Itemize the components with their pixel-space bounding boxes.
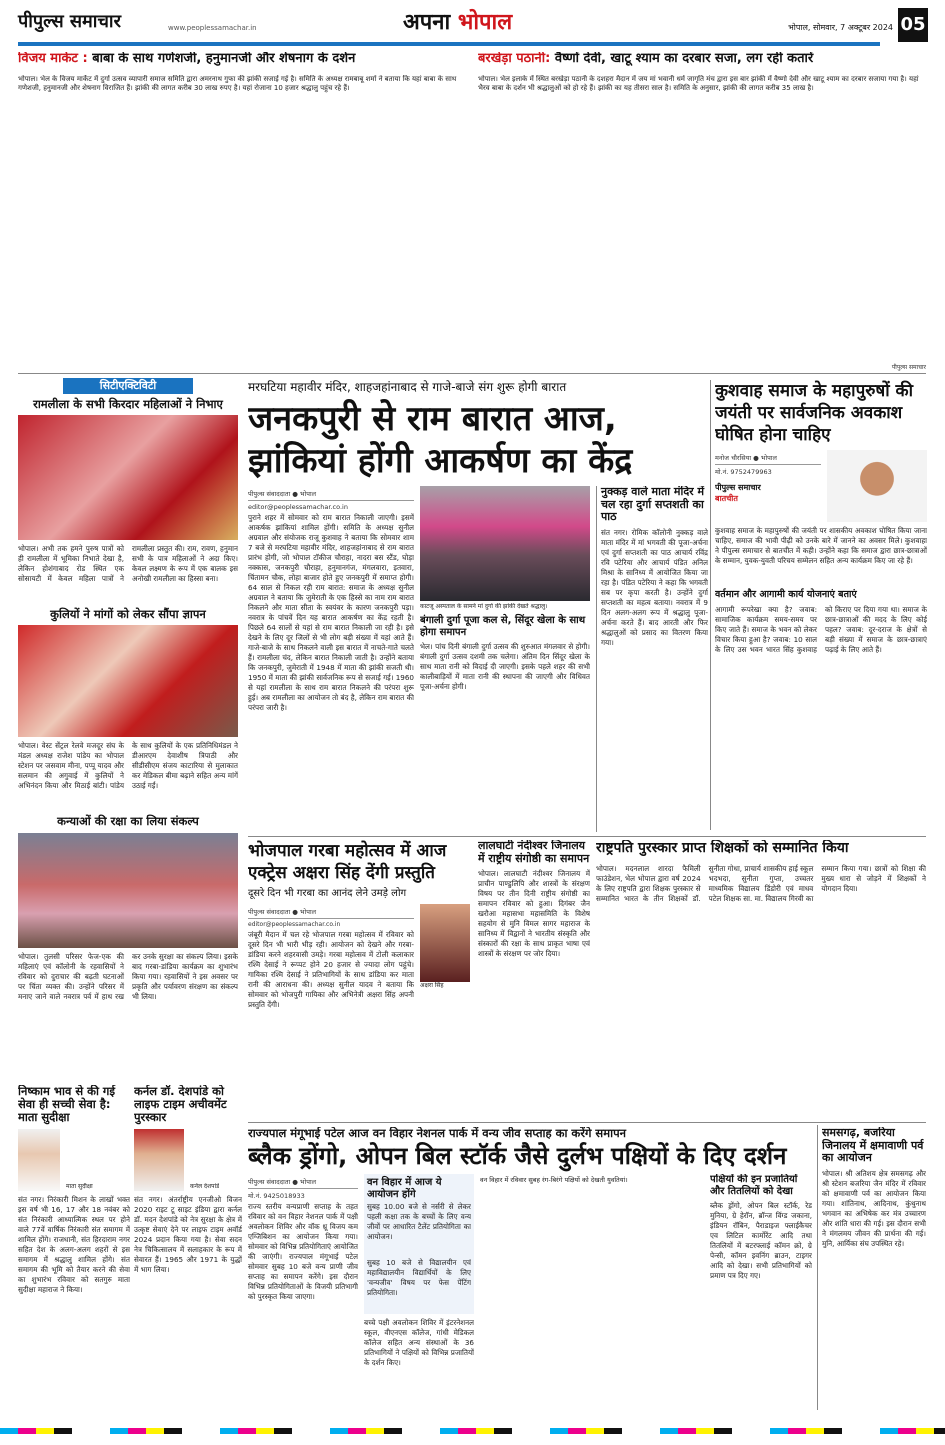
samasgarh-story: [822, 1127, 926, 1409]
section-title: [403, 10, 512, 35]
vijay-market-caption: भोपाल। भेल के विजय मार्केट में दुर्गा उत्सव व्यापारी समाज समिति द्वारा अमरनाथ गुफा की झांकी सजाई गई है। समिति के अध्यक्ष रामबाबू शर्मा ने बताया कि यहां बाबा के साथ गणेशजी, हनुमानजी और शेषनाग विराजित हैं। झांकी की लागत करीब 30 लाख रुपए है। यहां रोजाना 10 हजार श्रद्धालु पहुंच रहे हैं।: [18, 74, 457, 93]
colonel-photo: [134, 1129, 184, 1191]
kushwah-story: [715, 380, 927, 830]
sudiksha-label: माता सुदीक्षा: [66, 1182, 93, 1190]
main-photo-column: [420, 486, 590, 832]
bengali-headline: बंगाली दुर्गा पूजा कल से, सिंदूर खेला के साथ होगा समापन: [420, 615, 586, 638]
divider: [817, 1125, 818, 1410]
headline-kicker: बरखेड़ा पठानी:: [478, 52, 551, 66]
kanya-photo: [18, 833, 238, 948]
wildlife-kicker: राज्यपाल मंगूभाई पटेल आज वन विहार नेशनल पार्क में वन्य जीव सप्ताह का करेंगे समापन: [248, 1127, 626, 1140]
city-activity-badge: सिटीएक्टिविटी: [63, 378, 193, 394]
samasgarh-headline: समसगढ़, बजरिया जिनालय में क्षमावाणी पर्व का आयोजन: [822, 1127, 924, 1165]
species-body: ब्लैक ड्रोंगो, ओपन बिल स्टॉर्क, रेड मुनिया, ग्रे हेरॉन, ब्रॉन्ज विंग्ड जकाना, इंडियन रॉबिन, पैराडाइज फ्लाईकैचर एव लिटिल कार्मोरेंट आदि तथा तितलियों में बटरफ्लाई कॉमन क्रो, ग्रे पेन्सी, कॉमन इवनिंग ब्राउन, टाइगर आदि को देखा। सभी प्रतिभागियों को प्रमाण पत्र दिए गए।: [710, 1201, 812, 1281]
main-kicker: मरघटिया महावीर मंदिर, शाहजहांनाबाद से गाजे-बाजे संग शुरू होगी बारात: [248, 380, 567, 394]
events-box: [364, 1174, 474, 1314]
kushwah-portrait: [827, 450, 927, 522]
vanvihar-photo-column: [480, 1174, 704, 1409]
interview-badge-a: पीपुल्स समाचार: [715, 483, 761, 492]
left-column: [18, 378, 238, 1080]
ramleela-photo: [18, 415, 238, 540]
main-columns: [248, 486, 708, 832]
garba-text-column: [248, 904, 414, 1119]
garba-body: जंबूरी मैदान में चल रहे भोजपाल गरबा महोत्सव में रविवार को दूसरे दिन भी भारी भीड़ रही। आयोजन को देखने और गरबा-डांडिया करने शहरवासी उमड़े। गरबा महोत्सव में टोली कलाकार रश्मि देसाई ने रूप्पट होने 20 हजार से ज्यादा लोग पहुंचे। गायिका रश्मि देसाई ने प्रतिभागियों के साथ डांडिया कर माता रानी की आराधना की। अध्यक्ष सुनील यादव ने बताया कि सोमवार को भोजपुरी गायिका और अभिनेत्री अक्षरा सिंह अपनी प्रस्तुति देंगी।: [248, 929, 414, 1009]
header-rule: [18, 42, 880, 46]
rashtrapati-headline: राष्ट्रपति पुरस्कार प्राप्त शिक्षकों को सम्मानित किया: [596, 840, 849, 856]
species-headline: पक्षियों की इन प्रजातियों और तितलियों को देखा: [710, 1174, 798, 1197]
rashtrapati-story: [596, 840, 926, 1118]
divider: [710, 380, 711, 830]
kushwah-phone[interactable]: मो.नं. 9752479963: [715, 468, 772, 476]
sudiksha-photo-row: [18, 1129, 130, 1191]
garba-email[interactable]: editor@peoplessamachar.co.in: [248, 920, 341, 928]
nishkam-body: संत नगर। निरंकारी मिशन के लाखों भक्त इस वर्ष भी 16, 17 और 18 नवंबर को संत निरंकारी आध्यात्मिक स्थल पर होने वाले 77वें वार्षिक निरंकारी संत समागम में शामिल होंगे। राजधानी, संत हिरदाराम नगर सहित देश के अलग-अलग शहरों से इस समागम में श्रद्धालु शामिल होंगे। संत समागम की भूमि को तैयार करने की सेवा का शुभारंभ रविवार को सतगुरु माता सुदीक्षा महाराज ने किया।: [18, 1194, 130, 1294]
ramleela-body: भोपाल। अभी तक हमने पुरुष पात्रों को ही रामलीला में भूमिका निभाते देखा है, लेकिन होशंगाबाद रोड स्थित एक सोसायटी में केवल महिला पात्रों ने रामलीला प्रस्तुत की। राम, रावण, हनुमान सभी के पात्र महिलाओं ने अदा किए। केवल लक्ष्मण के रूप में एक बालक इस अनोखी रामलीला का हिस्सा बना।: [18, 544, 238, 584]
coolie-photo: [18, 625, 238, 737]
section-title-a: अपना: [403, 10, 451, 35]
samasgarh-body: भोपाल। श्री अतिशय क्षेत्र समसगढ़ और श्री स्टेशन बजरिया जैन मंदिर में रविवार को क्षमावाणी पर्व का आयोजन किया गया। शांतिनाथ, आदिनाथ, कुंथुनाथ भगवान का अभिषेक कर मंत्र उच्चारण और शांति धारा की गई। इस दौरान सभी ने मंगलमय जीवन की प्रार्थना की गई। मुनि, आर्यिका संघ उपस्थित रहे।: [822, 1168, 926, 1248]
wildlife-box-body: बच्चे पक्षी अवलोकन शिविर में इंटरनेशनल स्कूल, वीएनएस कॉलेज, गांधी मेडिकल कॉलेज सहित अन्य संस्थाओं के 36 प्रतिभागियों ने पक्षियों को विभिन्न प्रजातियों के दर्शन किए।: [364, 1318, 474, 1368]
garba-story: [248, 840, 470, 1118]
kushwah-body: कुशवाह समाज के महापुरुषों की जयंती पर शासकीय अवकाश घोषित किया जाना चाहिए, समाज की भावी पीढ़ी को उनके बारे में जानने का अवसर मिले। कुशवाहा ने पीपुल्स समाचार से बातचीत में कही। उन्होंने कहा कि समाज द्वारा छात्र-छात्राओं के सम्मान, युवक-युवती परिचय सम्मेलन सहित अन्य कार्यक्रम किए जा रहे हैं।: [715, 526, 927, 565]
divider: [18, 373, 926, 374]
lalghati-headline: लालघाटी नंदीश्वर जिनालय में राष्ट्रीय संगोष्ठी का समापन: [478, 840, 590, 865]
akshara-column: [420, 904, 470, 1119]
wildlife-byline: पीपुल्स संवाददाता ● भोपाल: [248, 1177, 358, 1189]
species-column: [710, 1174, 812, 1409]
nukkad-headline: नुक्कड़ वाले माता मंदिर में चल रहा दुर्गा सप्तशती का पाठ: [601, 486, 705, 524]
date-line: भोपाल, सोमवार, 7 अक्टूबर 2024: [788, 23, 893, 32]
colonel-body: संत नगर। अंतर्राष्ट्रीय एनजीओ विजन 2020 राइट टू साइट इंडिया द्वारा कर्नल डॉ. मदन देशपांडे को नेत्र सुरक्षा के क्षेत्र में उत्कृष्ट सेवाएं देने पर लाइफ टाइम अवॉर्ड 2024 प्रदान किया गया है। सेवा सदन नेत्र चिकित्सालय में सलाहकार के रूप में सेवारत हैं। 1965 और 1971 के युद्धों में भाग लिया।: [134, 1194, 242, 1274]
events-column: [364, 1174, 474, 1409]
kushwah-byline: मनोज चौरसिया ● भोपाल: [715, 453, 821, 465]
kushwah-section: वर्तमान और आगामी कार्य योजनाएं बताएं: [715, 589, 857, 600]
nukkad-column: [596, 486, 708, 832]
top-left-headline: [18, 52, 470, 67]
kanya-headline: कन्याओं की रक्षा का लिया संकल्प: [57, 814, 199, 829]
rashtrapati-caption: भोपाल। मदनलाल शारदा फैमिली फाउंडेशन, भेल भोपाल द्वारा वर्ष 2024 के लिए राष्ट्रपति द्वारा शिक्षक पुरस्कार से सम्मानित भारत के तीन शिक्षकों डॉ. सुनीता गोधा, प्राचार्य शासकीय हाई स्कूल भदभदा, सुनीता गुप्ता, उच्चतर माध्यमिक विद्यालय डिंडोरी एवं माधव पटेल शिक्षक सा. मा. विद्यालय गिरवी का सम्मान किया गया। छात्रों को शिक्षा की मुख्य धारा से जोड़ने में शिक्षकों ने योगदान दिया।: [596, 864, 926, 904]
garba-columns: [248, 904, 470, 1119]
headline-text: वैष्णों देवी, खाटू श्याम का दरबार सजा, लग रही कतारें: [554, 52, 814, 66]
top-right-headline: [478, 52, 926, 67]
colonel-story: [134, 1085, 242, 1407]
main-story: [248, 380, 708, 832]
coolie-headline: कुलियों ने मांगों को लेकर सौंपा ज्ञापन: [50, 607, 206, 622]
akshara-photo: [420, 904, 470, 982]
colonel-photo-row: [134, 1129, 242, 1191]
bengali-body: भेल। पांच दिनी बंगाली दुर्गा उत्सव की शुरुआत मंगलवार से होगी। बंगाली दुर्गा उत्सव दशमी तक चलेगा। अंतिम दिन सिंदूर खेला के साथ माता रानी को विदाई दी जाएगी। इसके पहले शहर की सभी कालीबाड़ियों में माता रानी की स्थापना की जाएगी और विधिवत पूजा-अर्चना होगी।: [420, 642, 590, 691]
main-text-column: [248, 486, 414, 832]
wildlife-columns: [248, 1174, 812, 1409]
kushwah-headline: कुशवाह समाज के महापुरुषों की जयंती पर सार्वजनिक अवकाश घोषित होना चाहिए: [715, 381, 914, 445]
ramleela-headline: रामलीला के सभी किरदार महिलाओं ने निभाए: [33, 397, 223, 411]
garba-byline: पीपुल्स संवाददाता ● भोपाल: [248, 907, 414, 919]
wildlife-text-column: [248, 1174, 358, 1409]
vanvihar-caption: वन विहार में रविवार सुबह रंग-बिरंगे पक्षियों को देखती युवतियां।: [480, 1176, 628, 1185]
section-title-b: भोपाल: [457, 10, 513, 35]
events-box-item: सुबह 10 बजे से विद्यालयीन एवं महाविद्यालयीन विद्यार्थियों के लिए 'वन्यजीव' विषय पर फेस पेंटिंग प्रतियोगिता।: [367, 1257, 471, 1297]
kushwah-top-row: [715, 450, 927, 522]
garba-subtitle: दूसरे दिन भी गरबा का आनंद लेने उमड़े लोग: [248, 888, 407, 899]
newspaper-logo: पीपुल्स समाचार: [18, 11, 121, 32]
website-url[interactable]: www.peoplessamachar.in: [168, 24, 257, 32]
main-photo: [420, 486, 590, 601]
barkheda-caption: भोपाल। भेल इलाके में स्थित बरखेड़ा पठानी के दशहरा मैदान में जय मां भवानी धर्म जागृति मंच द्वारा इस बार झांकी में वैष्णो देवी और खाटू श्याम का दरबार सजाया गया है। यहां भैरव बाबा के दर्शन भी श्रद्धालुओं को हो रहे हैं। झांकी का यह तीसरा साल है। समिति के अनुसार, झांकी की लागत करीब 35 लाख है।: [478, 74, 919, 93]
divider: [248, 1122, 926, 1123]
main-byline: पीपुल्स संवाददाता ● भोपाल: [248, 489, 414, 501]
print-registration-bar: [0, 1428, 945, 1434]
masthead: [18, 8, 928, 42]
wildlife-body: राज्य स्तरीय वन्यप्राणी सप्ताह के तहत रविवार को वन विहार नेशनल पार्क में पक्षी अवलोकन शिविर और वॉक थ्रू विजय कम एग्जिबिशन का आयोजन किया गया। सोमवार को विभिन्न प्रतियोगिताएं आयोजित की जाएंगी। राज्यपाल मंगूभाई पटेल सोमवार सुबह 10 बजे वन्य प्राणी जीव सप्ताह का समापन करेंगे। इस दौरान विभिन्न प्रतियोगिताओं के विजयी प्रतिभागी को पुरस्कृत किया जाएगा।: [248, 1202, 358, 1302]
events-box-title: वन विहार में आज ये आयोजन होंगे: [367, 1177, 442, 1200]
main-body: पुराने शहर में सोमवार को राम बारात निकाली जाएगी। इसमें आकर्षक झांकियां शामिल होंगी। समिति के अध्यक्ष सुनील अग्रवाल और संयोजक राजू कुशवाह ने बताया कि सोमवार शाम 7 बजे से मरघटिया महावीर मंदिर, शाहजहांनाबाद से राम बारात प्रारंभ होगी, जो भोपाल टॉकीज चौराहा, नादरा बस स्टैंड, घोड़ा नक्कास, जनकपुरी चौराहा, हनुमानगंज, मंगलवारा, इतवारा, चिंतामन चौक, लोहा बाजार होते हुए जनकपुरी में समाप्त होगी। 64 साल से निकल रही राम बारात: समाज के अध्यक्ष सुनील अग्रवाल ने बताया कि जुमेराती के एक हिस्से का नाम राम बारात निकलने और माता सीता के स्वयंवर के कारण जनकपुरी पड़ा। नवरात्र के पांचवें दिन यह बारात आकर्षण का केंद्र रहती है। पिछले 64 सालों से यहां से राम बारात निकाली जा रही है। इसे देखने के लिए दूर जिलों से भी लोग बड़ी संख्या में यहां आते हैं। गाजे-बाजे के साथ निकलने वाली इस बारात में नाचते-गाते चलते हैं। रामलीला चंद, लेकिन बारात निकाली जाती है। उन्होंने बताया कि जनकपुरी, जुमेराती में 1948 में माता की झांकी सजती थी। 1950 में माता की झांकी सार्वजनिक रूप से सजाई गई। 1960 से यहां रामलीला के साथ राम बारात निकलने की परंपरा शुरू हुई। अब रामलीला का आयोजन तो बंद है, लेकिन राम बारात की परंपरा जारी है।: [248, 513, 414, 712]
interview-badge: [715, 482, 821, 504]
top-right-story: [478, 52, 926, 362]
wildlife-headline: ब्लैक ड्रोंगो, ओपन बिल स्टॉर्क जैसे दुर्लभ पक्षियों के दिए दर्शन: [248, 1142, 787, 1171]
akshara-label: अक्षरा सिंह: [420, 981, 444, 989]
wildlife-phone[interactable]: मो.नं. 9425018933: [248, 1192, 305, 1201]
nishkam-story: [18, 1085, 130, 1407]
lalghati-story: [478, 840, 590, 1118]
colonel-headline: कर्नल डॉ. देशपांडे को लाइफ टाइम अचीवमेंट पुरस्कार: [134, 1085, 227, 1125]
top-left-story: [18, 52, 470, 362]
headline-kicker: विजय मार्केट :: [18, 52, 88, 66]
sudiksha-photo: [18, 1129, 60, 1191]
events-box-item: सुबह 10.00 बजे से नर्सरी से लेकर पहली कक्षा तक के बच्चों के लिए वन्य जीवों पर आधारित टैलेंट प्रतियोगिता का आयोजन।: [367, 1202, 471, 1242]
main-photo-caption: काटजू अस्पताल के सामने मां दुर्गा की झांकी देखते श्रद्धालु।: [420, 603, 548, 610]
kushwah-qa: आगामी रूपरेखा क्या है? जवाब: सामाजिक कार्यक्रम समय-समय पर किए जाते हैं। समाज के भवन को लेकर विचार किया हुआ है? जवाब: 10 साल के लिए उस भवन भारत सिंह कुशवाह को किराए पर दिया गया था। समाज के छात्र-छात्राओं की मदद के लिए कोई पहल? जवाब: दूर-दराज के क्षेत्रों से बड़ी संख्या में समाज के छात्र-छात्राएं पढ़ाई के लिए आते हैं।: [715, 604, 927, 654]
nukkad-body: संत नगर। रोमिक कॉलोनी नुक्कड़ वाले माता मंदिर में मां भगवती की पूजा-अर्चना एवं दुर्गा सप्तशती का पाठ आचार्य रविंद्र रवि पटेरिया और आचार्य पंडित अनिल मिश्रा के सानिध्य में आयोजित किया जा रहा है। पंडित पटेरिया ने कहा कि भगवती सब पर कृपा करती है। उन्होंने दुर्गा सप्तशती का महत्व बताया। नवरात्र में 9 दिन अलग-अलग रूप में श्रद्धालु पूजा-अर्चना करते हैं। बाद आरती और फिर श्रद्धालुओं को प्रसाद का वितरण किया गया।: [601, 527, 708, 647]
wildlife-story: [248, 1127, 812, 1409]
headline-text: बाबा के साथ गणेशजी, हनुमानजी और शेषनाग के दर्शन: [92, 52, 356, 66]
small-tag: पीपुल्स समाचार: [891, 364, 926, 371]
coolie-body: भोपाल। वेस्ट सेंट्रल रेलवे मजदूर संघ के मंडल अध्यक्ष राजेश पांडेय का भोपाल स्टेशन पर जसवाम मीना, पप्पू यादव और सलमान की अगुवाई में कुलियों ने अभिनंदन किया और मिठाई बांटी। पांडेय के साथ कुलियों के एक प्रतिनिधिमंडल ने डीआरएम देवाशीष त्रिपाठी और सीडीसीएम संजय काटारिया से मुलाकात कर मेडिकल बीमा बढ़ाने सहित अन्य मांगें उठाई गईं।: [18, 741, 238, 791]
kanya-body: भोपाल। तुलसी परिसर फेज-एक की महिलाएं एवं कॉलोनी के रहवासियों ने रविवार को दुराचार की बढ़ती घटनाओं पर चिंता व्यक्त की। उन्होंने परिसर में मनाए जाने वाले नवरात्र पर्व में हाथ रख कर उनके सुरक्षा का संकल्प लिया। इसके बाद गरबा-डांडिया कार्यक्रम का शुभारंभ किया गया। रहवासियों ने इस अवसर पर प्रकृति और पर्यावरण संरक्षण का संकल्प भी लिया।: [18, 951, 238, 1001]
main-email[interactable]: editor@peoplessamachar.co.in: [248, 503, 348, 511]
kushwah-meta: [715, 450, 821, 522]
nishkam-headline: निष्काम भाव से की गई सेवा ही सच्ची सेवा है: माता सुदीक्षा: [18, 1085, 116, 1125]
lalghati-body: भोपाल। लालघाटी नंदीश्वर जिनालय में प्राचीन पाण्डुलिपि और शास्त्रों के संरक्षण विषय पर तीन दिनी राष्ट्रीय संगोष्ठी का समापन रविवार को हुआ। दिगंबर जैन खरौआ महासभा महासमिति के विशेष सहयोग से मुनि विमल सागर महाराज के सानिध्य में विद्वानों ने भारतीय संस्कृति और संस्कारों की रक्षा के साथ प्राकृत भाषा एवं शास्त्रों के संरक्षण पर जोर दिया।: [478, 869, 590, 959]
divider: [248, 836, 926, 837]
garba-headline: भोजपाल गरबा महोत्सव में आज एक्ट्रेस अक्षरा सिंह देंगी प्रस्तुति: [248, 841, 447, 883]
page-number: 05: [898, 8, 928, 42]
main-headline: जनकपुरी से राम बारात आज, झांकियां होंगी आकर्षण का केंद्र: [248, 399, 633, 481]
colonel-label: कर्नल देशपांडे: [190, 1182, 220, 1190]
interview-badge-b: बातचीत: [715, 494, 738, 503]
